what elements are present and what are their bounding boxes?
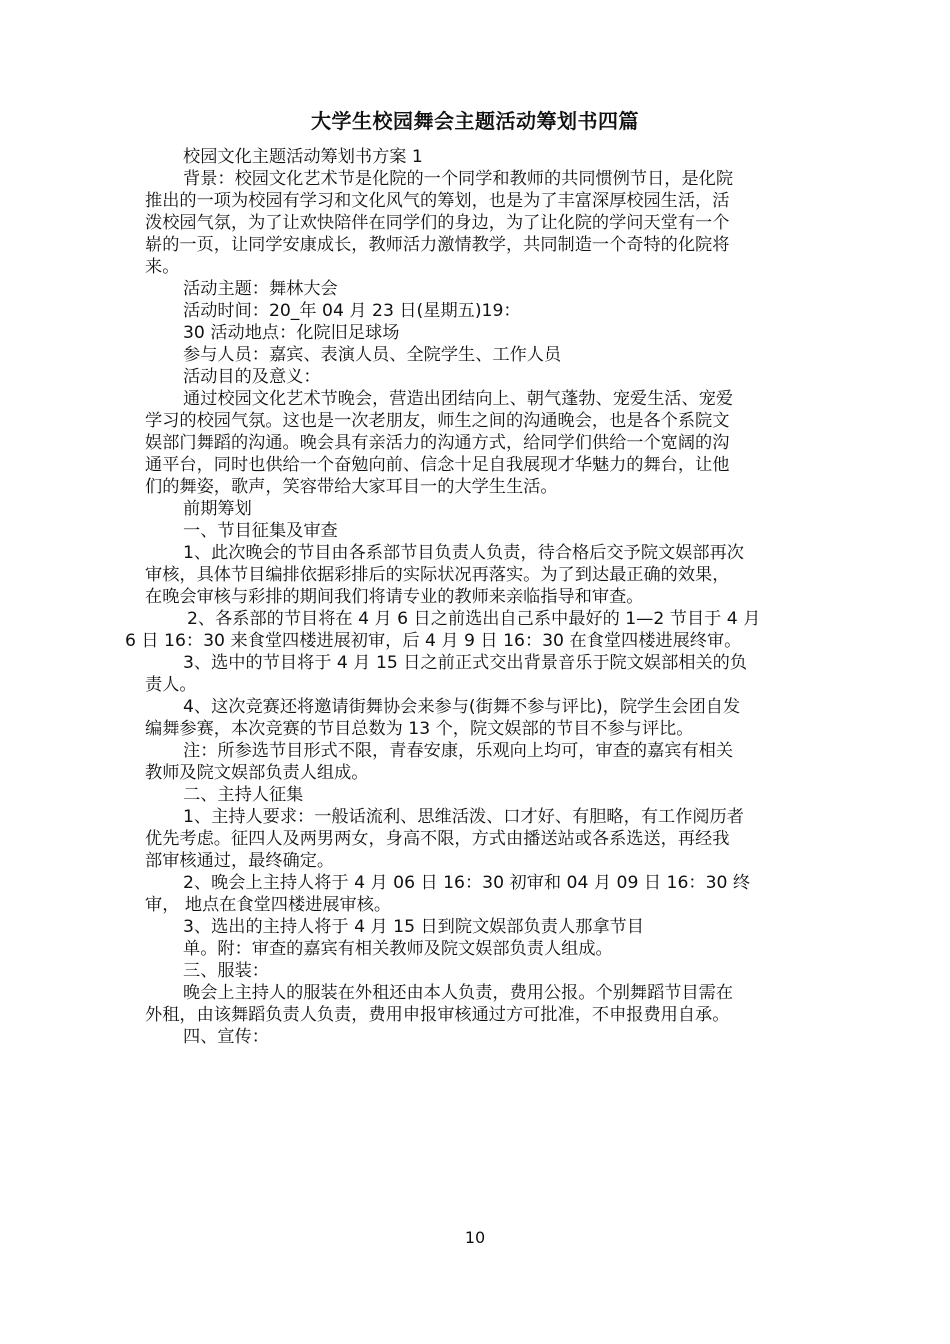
text-line: 活动时间：20_年 04 月 23 日(星期五)19： (183, 301, 521, 321)
text-line: 外租，由该舞蹈负责人负责，费用申报审核通过方可批准，不申报费用自承。 (145, 1005, 730, 1025)
text-line: 来。 (145, 257, 180, 277)
text-line: 四、宣传： (183, 1027, 269, 1047)
text-line: 责人。 (145, 675, 197, 695)
text-line: 单。附：审查的嘉宾有相关教师及院文娱部负责人组成。 (183, 939, 613, 959)
text-line: 在晚会审核与彩排的期间我们将请专业的教师来亲临指导和审查。 (145, 587, 644, 607)
text-line: 校园文化主题活动筹划书方案 1 (183, 147, 423, 167)
text-line: 晚会上主持人的服装在外租还由本人负责，费用公报。个别舞蹈节目需在 (183, 983, 734, 1003)
text-line: 活动主题：舞林大会 (183, 279, 338, 299)
text-line: 通过校园文化艺术节晚会，营造出团结向上、朝气蓬勃、宠爱生活、宠爱 (183, 389, 734, 409)
text-line: 注：所参选节目形式不限，青春安康，乐观向上均可，审查的嘉宾有相关 (183, 741, 734, 761)
text-line: 审核，具体节目编排依据彩排后的实际状况再落实。为了到达最正确的效果， (145, 565, 730, 585)
text-line: 崭的一页，让同学安康成长，教师活力激情教学，共同制造一个奇特的化院将 (145, 235, 730, 255)
text-line: 3、选中的节目将于 4 月 15 日之前正式交出背景音乐于院文娱部相关的负 (183, 653, 748, 673)
text-line: 6 日 16：30 来食堂四楼进展初审，后 4 月 9 日 16：30 在食堂四楼进展终审。 (125, 631, 742, 651)
text-line: 学习的校园气氛。这也是一次老朋友，师生之间的沟通晚会，也是各个系院文 (145, 411, 730, 431)
text-line: 2、晚会上主持人将于 4 月 06 日 16：30 初审和 04 月 09 日 16：30 终 (183, 873, 751, 893)
text-line: 背景：校园文化艺术节是化院的一个同学和教师的共同惯例节日，是化院 (183, 169, 734, 189)
text-line: 泼校园气氛，为了让欢快陪伴在同学们的身边，为了让化院的学问天堂有一个 (145, 213, 730, 233)
text-line: 娱部门舞蹈的沟通。晚会具有亲活力的沟通方式，给同学们供给一个宽阔的沟 (145, 433, 730, 453)
text-line: 30 活动地点：化院旧足球场 (183, 323, 400, 343)
text-line: 三、服装： (183, 961, 269, 981)
text-line: 优先考虑。征四人及两男两女，身高不限，方式由播送站或各系选送，再经我 (145, 829, 730, 849)
text-line: 3、选出的主持人将于 4 月 15 日到院文娱部负责人那拿节目 (183, 917, 644, 937)
text-line: 1、主持人要求：一般话流利、思维活泼、口才好、有胆略，有工作阅历者 (183, 807, 744, 827)
text-line: 通平台，同时也供给一个奋勉向前、信念十足自我展现才华魅力的舞台，让他 (145, 455, 730, 475)
document-body (125, 146, 805, 1048)
document-title: 大学生校园舞会主题活动筹划书四篇 (311, 109, 639, 133)
text-line: 一、节目征集及审查 (183, 521, 338, 541)
text-line: 编舞参赛，本次竞赛的节目总数为 13 个，院文娱部的节目不参与评比。 (145, 719, 694, 739)
text-line: 1、此次晚会的节目由各系部节目负责人负责，待合格后交予院文娱部再次 (183, 543, 744, 563)
text-line: 参与人员：嘉宾、表演人员、全院学生、工作人员 (183, 345, 562, 365)
text-line: 2、各系部的节目将在 4 月 6 日之前选出自己系中最好的 1—2 节目于 4 月 (187, 609, 761, 629)
page-number: 10 (464, 1228, 486, 1247)
text-line: 审， 地点在食堂四楼进展审核。 (145, 895, 392, 915)
text-line: 活动目的及意义： (183, 367, 321, 387)
text-line: 部审核通过，最终确定。 (145, 851, 335, 871)
text-line: 二、主持人征集 (183, 785, 304, 805)
text-line: 推出的一项为校园有学习和文化风气的筹划，也是为了丰富深厚校园生活，活 (145, 191, 730, 211)
text-line: 前期筹划 (183, 499, 252, 519)
text-line: 4、这次竞赛还将邀请街舞协会来参与(街舞不参与评比)，院学生会团自发 (183, 697, 741, 717)
text-line: 教师及院文娱部负责人组成。 (145, 763, 369, 783)
text-line: 们的舞姿，歌声，笑容带给大家耳目一的大学生生活。 (145, 477, 558, 497)
